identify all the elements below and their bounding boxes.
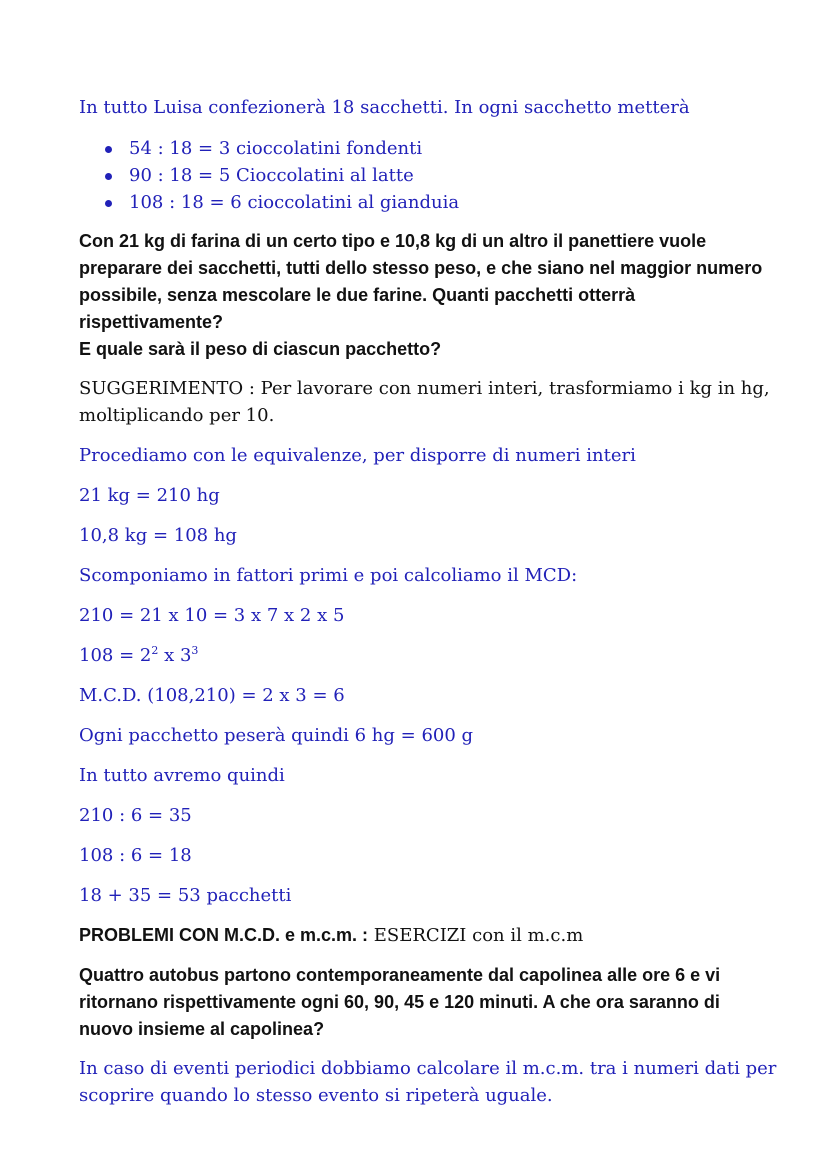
bullet-icon: [105, 173, 112, 180]
explanation-line: scoprire quando lo stesso evento si ripeterà uguale.: [79, 1085, 553, 1106]
weight-result: Ogni pacchetto peserà quindi 6 hg = 600 g: [79, 725, 474, 746]
conversion-line: 10,8 kg = 108 hg: [79, 525, 237, 546]
problem-line: ritornano rispettivamente ogni 60, 90, 45 e 120 minuti. A che ora saranno di: [79, 992, 720, 1012]
problem-flour-text: [79, 228, 779, 363]
division-line: 108 : 6 = 18: [79, 845, 192, 866]
bullet-icon: [105, 200, 112, 207]
problem-line: E quale sarà il peso di ciascun pacchetto?: [79, 339, 442, 359]
problem-line: Con 21 kg di farina di un certo tipo e 10,8 kg di un altro il panettiere vuole: [79, 231, 707, 251]
hint-paragraph: [79, 375, 779, 429]
sum-result: 18 + 35 = 53 pacchetti: [79, 885, 292, 906]
problem-line: possibile, senza mescolare le due farine. Quanti pacchetti otterrà rispettivamente?: [79, 285, 636, 332]
problem-line: Quattro autobus partono contemporaneamente dal capolinea alle ore 6 e vi: [79, 965, 721, 985]
explanation-paragraph: [79, 1055, 779, 1109]
problem-line: preparare dei sacchetti, tutti dello stesso peso, e che siano nel maggior numero: [79, 258, 763, 278]
factorization-line: 210 = 21 x 10 = 3 x 7 x 2 x 5: [79, 605, 345, 626]
equivalence-intro: Procediamo con le equivalenze, per disporre di numeri interi: [79, 445, 636, 466]
list-item: 108 : 18 = 6 cioccolatini al gianduia: [101, 189, 779, 216]
chocolate-division-list: [79, 135, 779, 216]
explanation-line: In caso di eventi periodici dobbiamo calcolare il m.c.m. tra i numeri dati per: [79, 1058, 777, 1079]
problem-bus-text: [79, 962, 779, 1043]
division-line: 210 : 6 = 35: [79, 805, 192, 826]
intro-paragraph: In tutto Luisa confezionerà 18 sacchetti. In ogni sacchetto metterà: [79, 97, 690, 118]
document-page: [79, 94, 779, 1109]
hint-line: moltiplicando per 10.: [79, 405, 275, 426]
factorization-line: $108 = 2^2$ x $3^3$: [79, 644, 199, 666]
hint-line: SUGGERIMENTO : Per lavorare con numeri interi, trasformiamo i kg in hg,: [79, 378, 770, 399]
problem-line: nuovo insieme al capolinea?: [79, 1019, 325, 1039]
list-item: 54 : 18 = 3 cioccolatini fondenti: [101, 135, 779, 162]
bullet-icon: [105, 146, 112, 153]
total-intro: In tutto avremo quindi: [79, 765, 285, 786]
list-item: 90 : 18 = 5 Cioccolatini al latte: [101, 162, 779, 189]
mcd-result: M.C.D. (108,210) = 2 x 3 = 6: [79, 685, 345, 706]
factor-intro: Scomponiamo in fattori primi e poi calcoliamo il MCD:: [79, 565, 578, 586]
section-heading: PROBLEMI CON M.C.D. e m.c.m. : ESERCIZI con il m.c.m: [79, 925, 584, 946]
conversion-line: 21 kg = 210 hg: [79, 485, 220, 506]
